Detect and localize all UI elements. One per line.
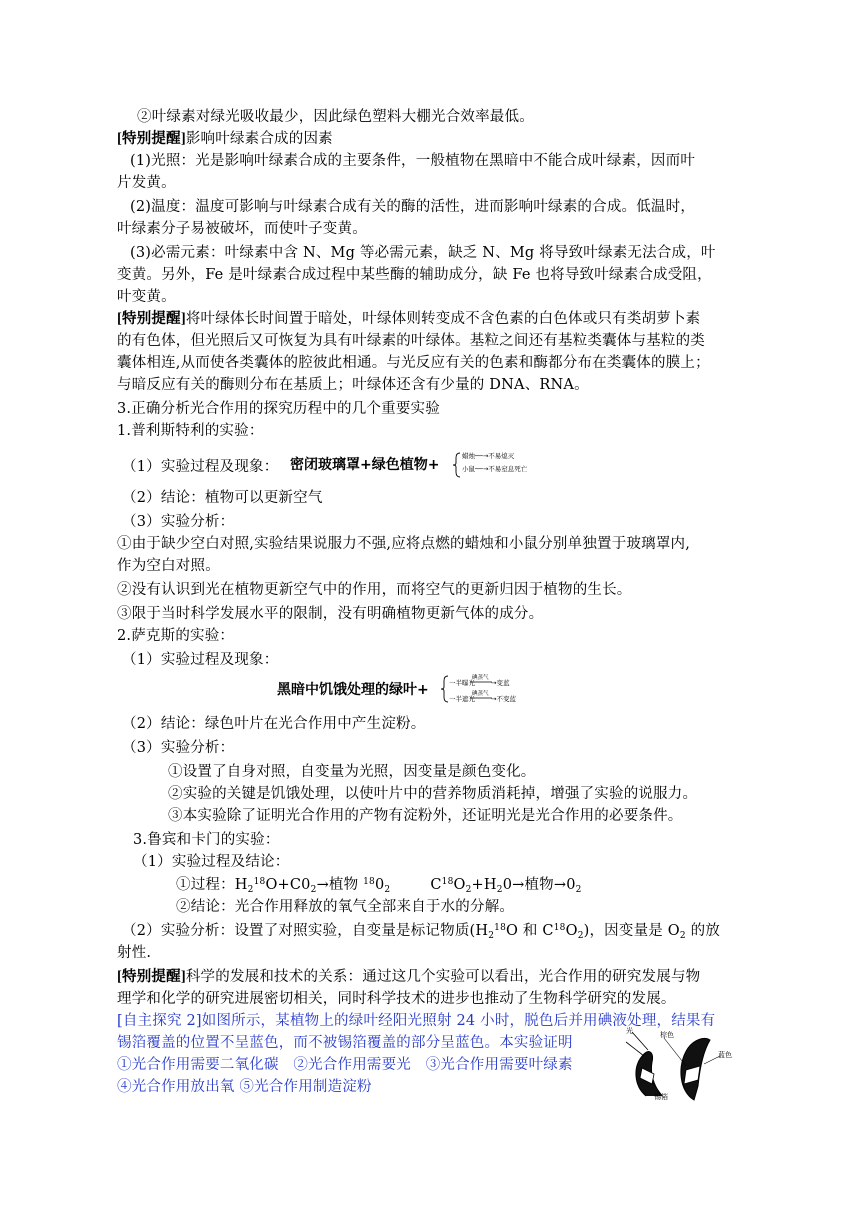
leaf-experiment-figure (624, 1026, 742, 1104)
subsection-heading: 2.萨克斯的实验： (117, 628, 235, 644)
tip-text: 将叶绿体长时间置于暗处，叶绿体则转变成不含色素的白色体或只有类胡萝卜素 (185, 311, 701, 327)
analysis-line: （2）实验分析：设置了对照实验，自变量是标记物质($H_2^{18}O$ 和 $C^{18}O_2$)，因变量是 $O_2$ 的放 (122, 923, 721, 941)
brace-icon (441, 675, 449, 703)
question-options: ④光合作用放出氧 ⑤光合作用制造淀粉 (117, 1079, 372, 1095)
diagram-row-result: →变蓝 (491, 679, 510, 687)
tip-label: [特别提醒] (117, 311, 186, 327)
priestley-diagram (290, 450, 550, 480)
text-line: 片发黄。 (117, 175, 176, 191)
equation-line: ①过程：$H_2^{18}O+C0_2\to$植物 $^{18}0_2$ $C^{18}O_2+H_20\to$植物$\to 0_2$ (176, 877, 582, 895)
text-line: 囊体相连,从而使各类囊体的腔彼此相通。与光反应有关的色素和酶都分布在类囊体的膜上； (117, 355, 710, 371)
diagram-row-reagent: 碘蒸气 (472, 691, 489, 697)
tip-text: 影响叶绿素合成的因素 (185, 131, 333, 147)
text-line: （1）实验过程及现象： (122, 652, 279, 668)
text-line: ②叶绿素对绿光吸收最少，因此绿色塑料大棚光合效率最低。 (137, 109, 534, 125)
blue-label: 蓝色 (718, 1051, 732, 1059)
brown-label: 棕色 (660, 1031, 674, 1039)
text-line: ③本实验除了证明光合作用的产物有淀粉外，还证明光是光合作用的必要条件。 (168, 808, 683, 824)
text-line: （3）实验分析： (122, 740, 235, 756)
text-line: 叶绿素分子易被破坏，而使叶子变黄。 (117, 221, 367, 237)
text-line: (2)温度：温度可影响与叶绿素合成有关的酶的活性，进而影响叶绿素的合成。低温时， (130, 199, 696, 215)
text-line: （1）实验过程及现象： (122, 459, 279, 475)
text-line: 的有色体，但光照后又可恢复为具有叶绿素的叶绿体。基粒之间还有基粒类囊体与基粒的类 (117, 333, 705, 349)
brace-icon (453, 452, 461, 478)
tip-label: [特别提醒] (117, 969, 186, 985)
text-line: 理学和化学的研究进展密切相关，同时科学技术的进步也推动了生物科学研究的发展。 (117, 991, 676, 1007)
text-line: (3)必需元素：叶绿素中含 N、Mg 等必需元素，缺乏 N、Mg 将导致叶绿素无法合成，叶 (130, 245, 716, 261)
light-label: 光 (626, 1027, 633, 1035)
diagram-row-reagent: 碘蒸气 (472, 675, 489, 681)
sachs-diagram (277, 672, 537, 706)
text-line: (1)光照：光是影响叶绿素合成的主要条件，一般植物在黑暗中不能合成叶绿素，因而叶 (130, 153, 696, 169)
diagram-main-label: 密闭玻璃罩+绿色植物+ (290, 457, 440, 473)
text-line: ③限于当时科学发展水平的限制，没有明确植物更新气体的成分。 (117, 606, 544, 622)
text-line: ②结论：光合作用释放的氧气全部来自于水的分解。 (176, 899, 515, 915)
text-line: ①设置了自身对照，自变量为光照，因变量是颜色变化。 (168, 764, 536, 780)
foil-label: 锡箔 (654, 1093, 668, 1101)
question-options: ①光合作用需要二氧化碳 ②光合作用需要光 ③光合作用需要叶绿素 (117, 1057, 573, 1073)
text-line: （2）结论：植物可以更新空气 (122, 490, 323, 506)
special-tip-3 (117, 966, 757, 988)
question-stem: 锡箔覆盖的位置不呈蓝色，而不被锡箔覆盖的部分呈蓝色。本实验证明 (117, 1035, 573, 1051)
leaf-drawing (624, 1026, 742, 1104)
special-tip-2 (117, 308, 757, 330)
text-line: ①由于缺少空白对照,实验结果说服力不强,应将点燃的蜡烛和小鼠分别单独置于玻璃罩内, (117, 536, 691, 552)
text-line: ②没有认识到光在植物更新空气中的作用，而将空气的更新归因于植物的生长。 (117, 582, 632, 598)
diagram-row-condition: 一半遮光 (449, 695, 475, 703)
diagram-row: 小鼠──→不易窒息死亡 (462, 465, 528, 473)
diagram-main-label: 黑暗中饥饿处理的绿叶+ (277, 682, 429, 698)
diagram-row-condition: 一半曝光 (449, 679, 475, 687)
question-stem: [自主探究 2]如图所示，某植物上的绿叶经阳光照射 24 小时，脱色后并用碘液处理，结果有 (117, 1013, 716, 1029)
text-line: 与暗反应有关的酶则分布在基质上；叶绿体还含有少量的 DNA、RNA。 (117, 377, 589, 393)
text-line: ②实验的关键是饥饿处理，以使叶片中的营养物质消耗掉，增强了实验的说服力。 (168, 786, 698, 802)
text-line: 叶变黄。 (117, 289, 176, 305)
subsection-heading: 3.鲁宾和卡门的实验： (133, 832, 280, 848)
text-line: 作为空白对照。 (117, 558, 220, 574)
text-line: （1）实验过程及结论： (133, 854, 290, 870)
special-tip-1 (117, 128, 757, 150)
section-heading: 3.正确分析光合作用的探究历程中的几个重要实验 (117, 401, 440, 417)
tip-label: [特别提醒] (117, 131, 186, 147)
text-line: （3）实验分析： (122, 514, 235, 530)
text-line: 变黄。另外，Fe 是叶绿素合成过程中某些酶的辅助成分，缺 Fe 也将导致叶绿素合成受阻， (117, 267, 712, 283)
diagram-row: 蜡烛──→不易熄灭 (462, 452, 515, 460)
subsection-heading: 1.普利斯特利的实验： (117, 423, 264, 439)
diagram-row-result: →不变蓝 (491, 695, 516, 703)
text-line: （2）结论：绿色叶片在光合作用中产生淀粉。 (122, 716, 426, 732)
text-line: 射性. (117, 945, 152, 961)
tip-text: 科学的发展和技术的关系：通过这几个实验可以看出，光合作用的研究发展与物 (185, 969, 701, 985)
